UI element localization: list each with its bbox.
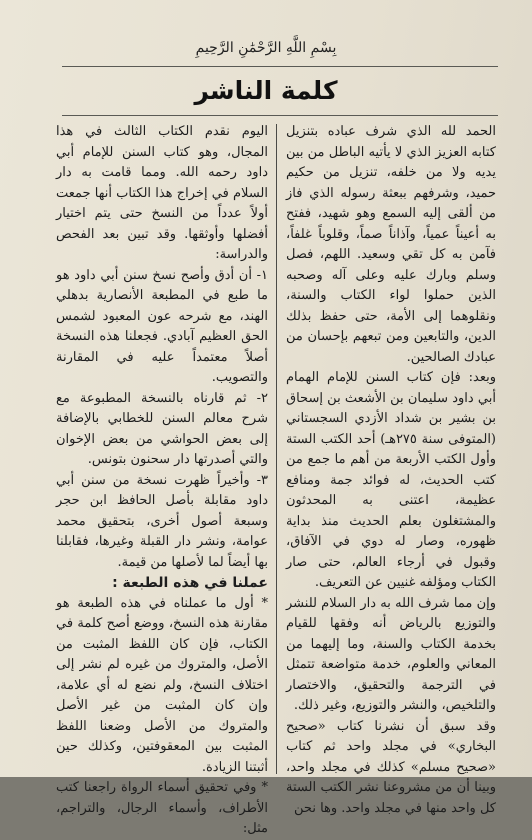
column-divider	[276, 124, 277, 774]
section-heading: عملنا في هذه الطبعة :	[112, 575, 268, 591]
paragraph-previous-works: وقد سبق أن نشرنا كتاب «صحيح البخاري» في مجلد واحد ثم كتاب «صحيح مسلم» كذلك في مجلد واحد، وبينا أن من مشروعنا نشر الكتب الستة كل واحد منها في مجلد واحد. وها نحن	[286, 718, 496, 816]
paragraph-point-1: ١- أن أدق وأصح نسخ سنن أبي داود هو ما طبع في المطبعة الأنصارية بدهلي الهند، مع شرحه عون المعبود لشمس الحق العظيم آبادي. فجعلنا هذه النسخة أصلاً معتمداً عليه في المقارنة والتصويب.	[56, 267, 268, 385]
basmala: بِسْمِ اللَّهِ الرَّحْمَٰنِ الرَّحِيمِ	[195, 40, 337, 56]
paragraph-work-1: * أول ما عملناه في هذه الطبعة هو مقارنة هذه النسخ، ووضع أصح كلمة في الكتاب، فإن كان اللفظ المثبت من الأصل، والمتروك من غيره لم نشر إلى اختلاف النسخ، ولم نضع له أي علامة، وإن كان المثبت من غير الأصل والمتروك من الأصل وضعنا اللفظ المثبت بين المعقوفتين، وكذلك حين أثبتنا الزيادة.	[56, 595, 268, 775]
left-column	[56, 122, 268, 836]
show-through-text	[300, 0, 532, 38]
paragraph-point-2: ٢- ثم قارناه بالنسخة المطبوعة مع شرح معالم السنن للخطابي بالإضافة إلى بعض الحواشي من بعض الإخوان والتي أصدرتها دار سحنون بتونس.	[56, 390, 268, 467]
paragraph-point-3: ٣- وأخيراً ظهرت نسخة من سنن أبي داود مقابلة بأصل الحافظ ابن حجر وسبعة أصول أخرى، بتحقيق محمد عوامة، ونشر دار القبلة وغيرها، فقابلنا بها أيضاً لما لأصلها من قيمة.	[56, 472, 268, 570]
title-rule-top	[62, 66, 498, 67]
title-rule-bottom	[62, 115, 498, 116]
paragraph-intro: اليوم نقدم الكتاب الثالث في هذا المجال، وهو كتاب السنن للإمام أبي داود رحمه الله. ومما قامت به دار السلام في إخراج هذا الكتاب أنها جمعت أولاً عدداً من النسخ حتى يتم اختيار أفضلها وأوثقها. وقد تبين بعد الفحص والدراسة:	[56, 124, 268, 262]
paragraph-work-2: * وفي تحقيق أسماء الرواة راجعنا كتب الأطراف، وأسماء الرجال، والتراجم، مثل:	[56, 780, 268, 836]
paragraph-dar-assalam: وإن مما شرف الله به دار السلام للنشر والتوزيع بالرياض أنه وفقها للقيام بخدمة الكتاب والسنة، وما إليهما من المعاني والعلوم، خدمة متواضعة تتمثل في الترجمة والتحقيق، والاختصار والتلخيص، والنشر والتوزيع، وغير ذلك.	[286, 595, 496, 713]
right-column	[286, 122, 497, 816]
page-title: كلمة الناشر	[194, 76, 338, 105]
paragraph-praise: الحمد لله الذي شرف عباده بتنزيل كتابه العزيز الذي لا يأتيه الباطل من بين يديه ولا من خلفه، تنزيل من حكيم حميد، وشرفهم ببعثة رسوله الذي فاز من ألقى إليه السمع وهو شهيد، ففتح به أعيناً عمياً، وآذاناً صماً، وقلوباً غلفاً، فآمن به كل تقي وسعيد. اللهم، فصل وسلم وبارك عليه وعلى آله وصحبه الذين حملوا لواء الكتاب والسنة، ونقلوهما إلى الأمة، حتى حفظ بذلك الدين، والتابعين ومن تبعهم بإحسان من عبادك الصالحين.	[286, 124, 496, 365]
paragraph-about-book: وبعد: فإن كتاب السنن للإمام الهمام أبي داود سليمان بن الأشعث بن إسحاق بن بشير بن شداد الأزدي السجستاني (المتوفى سنة ٢٧٥هـ) أحد الكتب الستة وأول الكتب الأربعة من أهم ما جمع من كتب الحديث، له فوائد جمة ومنافع عظيمة، اعتنى به المحدثون والمشتغلون بعلم الحديث منذ بداية ظهوره، وصار له دوي في الآفاق، وقبول في أرجاء العالم، حتى صار الكتاب ومؤلفه غنيين عن التعريف.	[286, 370, 497, 590]
